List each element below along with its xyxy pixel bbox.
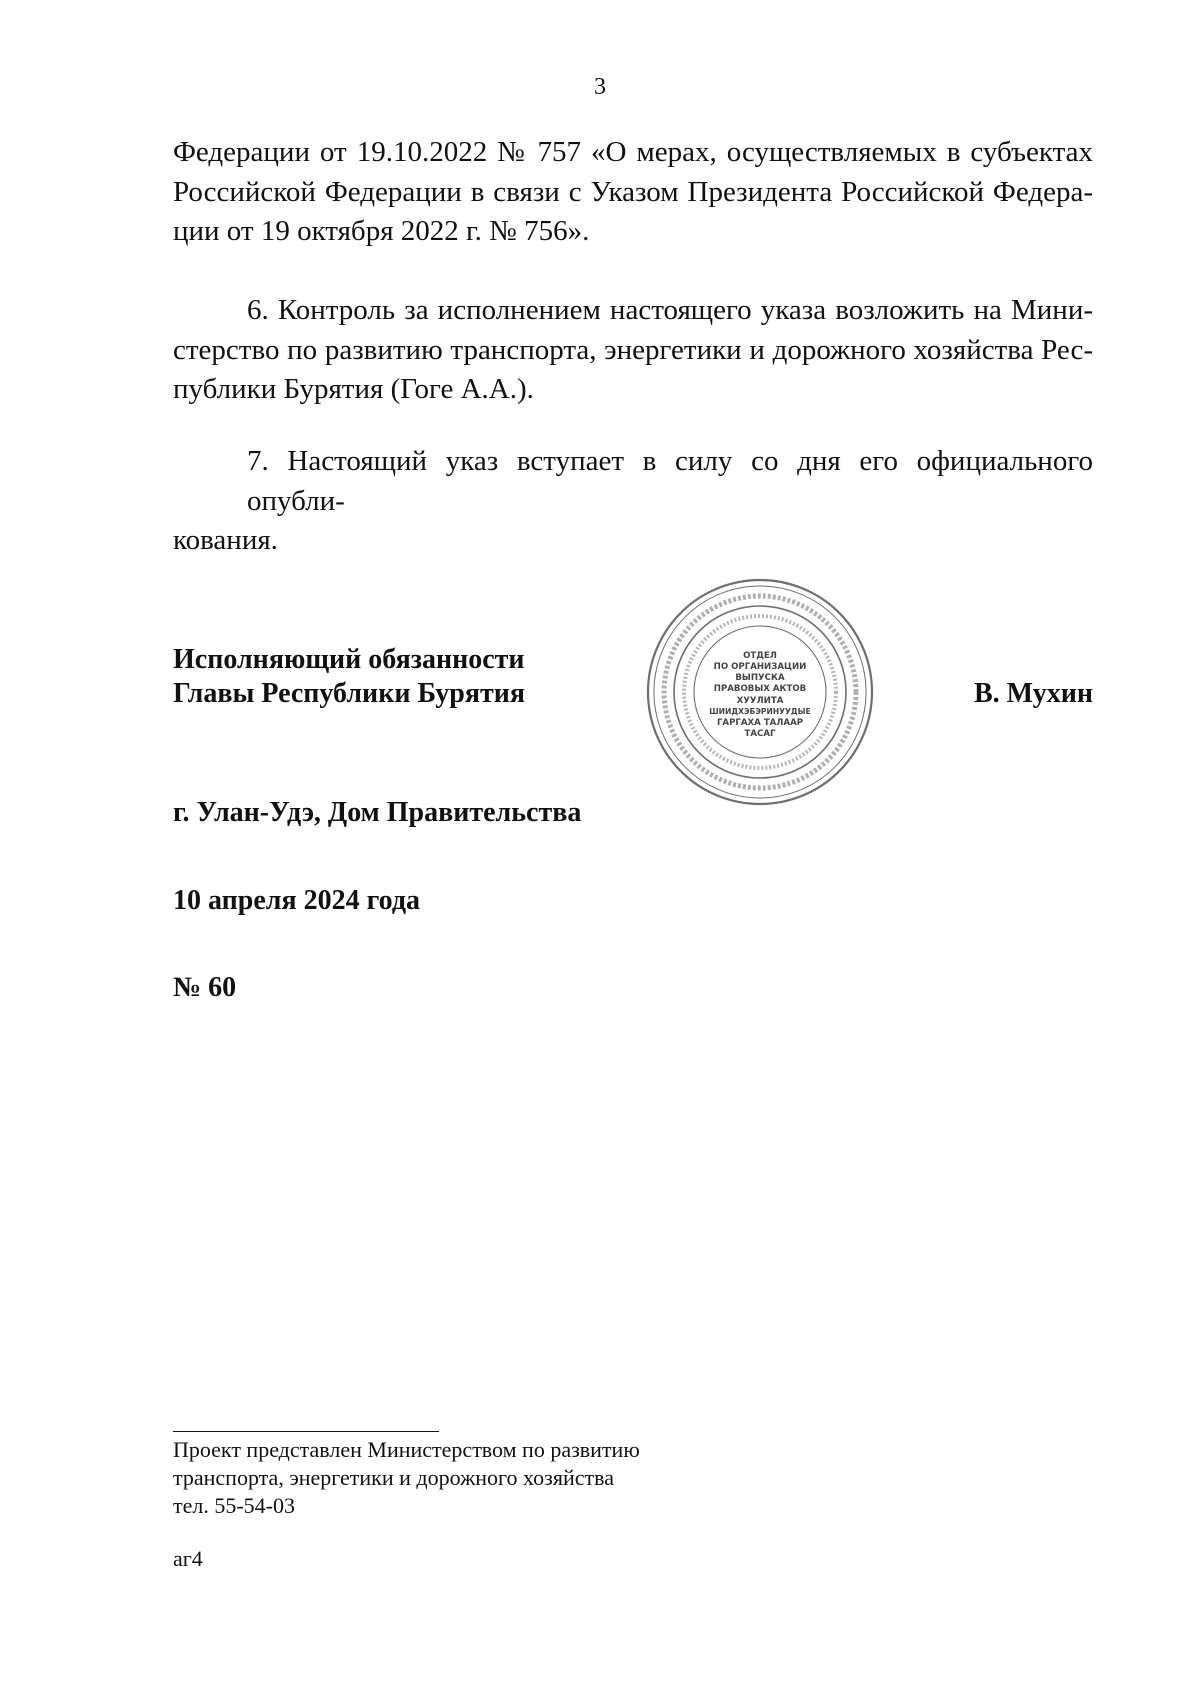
seal-text: ГАРГАХА ТАЛААР bbox=[716, 718, 804, 728]
official-seal bbox=[644, 576, 876, 808]
seal-text: ПРАВОВЫХ АКТОВ bbox=[713, 684, 807, 694]
seal-text: ПО ОРГАНИЗАЦИИ bbox=[713, 662, 807, 672]
text-line: 6. Контроль за исполнением настоящего указа возложить на Мини- bbox=[247, 294, 1093, 326]
signing-place: г. Улан-Удэ, Дом Правительства bbox=[173, 797, 582, 828]
seal-text: ТАСАГ bbox=[744, 729, 776, 739]
document-code: аг4 bbox=[173, 1546, 203, 1571]
text-line: 7. Настоящий указ вступает в силу со дня его официального опубли- bbox=[247, 445, 1093, 517]
text-line: Российской Федерации в связи с Указом Президента Российской Федера- bbox=[173, 175, 1093, 208]
text-line: ции от 19 октября 2022 г. № 756». bbox=[173, 215, 590, 247]
paragraph-continuation bbox=[173, 133, 1093, 252]
text-line: стерство по развитию транспорта, энергетики и дорожного хозяйства Рес- bbox=[173, 333, 1093, 366]
paragraph-7 bbox=[173, 442, 1093, 561]
text-line: публики Бурятия (Гоге А.А.). bbox=[173, 373, 534, 405]
seal-text: ХУУЛИТА bbox=[736, 696, 784, 706]
signatory-title bbox=[173, 643, 525, 711]
footnote-line: тел. 55-54-03 bbox=[173, 1493, 296, 1518]
signing-date: 10 апреля 2024 года bbox=[173, 885, 420, 916]
signatory-title-line: Исполняющий обязанности bbox=[173, 644, 525, 675]
page-number: 3 bbox=[594, 74, 606, 100]
decree-number: № 60 bbox=[173, 972, 237, 1003]
seal-text: ОТДЕЛ bbox=[743, 651, 777, 661]
footnote bbox=[173, 1436, 640, 1520]
text-line: кования. bbox=[173, 524, 278, 556]
signatory-title-line: Главы Республики Бурятия bbox=[173, 678, 526, 709]
seal-text: ВЫПУСКА bbox=[735, 673, 785, 683]
paragraph-6 bbox=[173, 291, 1093, 410]
seal-text: ШИИДХЭБЭРИНУУДЫЕ bbox=[709, 707, 811, 716]
footnote-line: транспорта, энергетики и дорожного хозяйства bbox=[173, 1465, 614, 1490]
text-line: Федерации от 19.10.2022 № 757 «О мерах, осуществляемых в субъектах bbox=[173, 136, 1093, 168]
footnote-line: Проект представлен Министерством по развитию bbox=[173, 1437, 640, 1462]
signatory-name: В. Мухин bbox=[974, 678, 1093, 709]
footnote-divider bbox=[173, 1431, 439, 1432]
